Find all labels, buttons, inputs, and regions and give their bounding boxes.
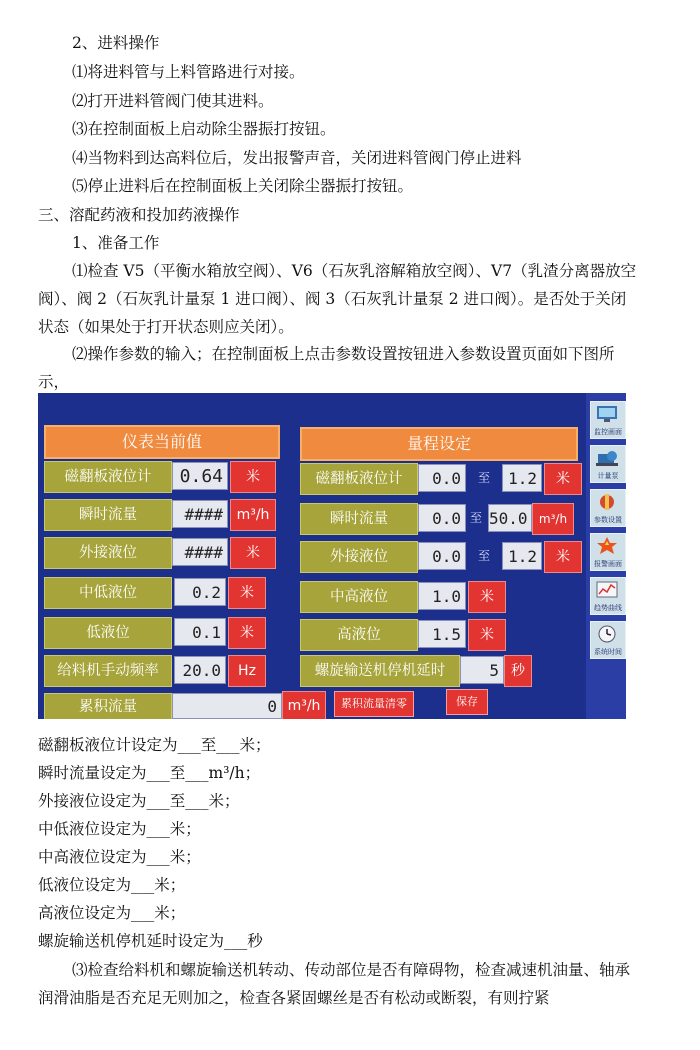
right-unit-screw-delay: 秒 (504, 655, 532, 687)
side-label-trend: 趋势曲线 (594, 604, 622, 612)
question-mid-high: 中高液位设定为___米； (38, 848, 201, 866)
right-label-mid-high: 中高液位 (300, 581, 418, 613)
question-external-level: 外接液位设定为___至___米； (38, 792, 240, 810)
side-label-monitor: 监控画面 (594, 428, 622, 436)
question-screw-delay: 螺旋输送机停机延时设定为___秒 (38, 932, 263, 950)
clock-icon (594, 624, 620, 644)
left-unit-external-level: 米 (230, 537, 276, 569)
right-from-level-gauge[interactable]: 0.0 (418, 464, 466, 492)
right-label-level-gauge: 磁翻板液位计 (300, 463, 418, 495)
side-button-system-time[interactable] (590, 621, 626, 659)
question-level-gauge: 磁翻板液位计设定为___至___米； (38, 736, 271, 754)
right-to-flow: 至 (469, 511, 482, 525)
cumulative-flow-unit: m³/h (282, 691, 326, 719)
trend-chart-icon (594, 580, 620, 600)
step-4: ⑷当物料到达高料位后，发出报警声音，关闭进料管阀门停止进料 (72, 149, 522, 167)
side-label-alarm: 报警画面 (594, 560, 622, 568)
question-high: 高液位设定为___米； (38, 904, 186, 922)
left-value-mid-low[interactable]: 0.2 (174, 578, 226, 606)
step-1: ⑴将进料管与上料管路进行对接。 (72, 63, 305, 81)
prep-heading: 1、准备工作 (72, 234, 160, 252)
left-value-feeder-freq[interactable]: 20.0 (174, 656, 226, 684)
right-unit-mid-high: 米 (468, 581, 506, 613)
left-value-flow[interactable]: #### (172, 500, 228, 528)
side-button-alarm[interactable] (590, 533, 626, 571)
right-value-high[interactable]: 1.5 (418, 620, 466, 648)
left-label-feeder-freq: 给料机手动频率 (44, 655, 172, 687)
left-label-flow: 瞬时流量 (44, 499, 172, 531)
right-label-flow: 瞬时流量 (300, 503, 418, 535)
right-label-screw-delay: 螺旋输送机停机延时 (300, 655, 460, 687)
clear-cumulative-button[interactable]: 累积流量清零 (334, 691, 414, 717)
right-from-flow[interactable]: 0.0 (418, 504, 466, 532)
hmi-parameter-screen (38, 393, 626, 719)
right-label-external-level: 外接液位 (300, 541, 418, 573)
side-button-meter-pump[interactable] (590, 445, 626, 483)
left-value-level-gauge[interactable]: 0.64 (172, 462, 228, 490)
right-unit-external-level: 米 (544, 541, 582, 573)
right-upper-external-level[interactable]: 1.2 (502, 542, 542, 570)
right-value-screw-delay[interactable]: 5 (460, 656, 504, 684)
left-label-external-level: 外接液位 (44, 537, 172, 569)
alarm-icon (594, 536, 620, 556)
pump-icon (594, 448, 620, 468)
cumulative-flow-label: 累积流量 (44, 693, 172, 719)
monitor-icon (594, 404, 620, 424)
right-to-level-gauge: 至 (477, 471, 490, 485)
save-button[interactable]: 保存 (446, 689, 488, 715)
left-value-external-level[interactable]: #### (172, 538, 228, 566)
left-label-level-gauge: 磁翻板液位计 (44, 461, 172, 493)
heading-feed-operation: 2、进料操作 (72, 34, 160, 52)
side-label-system-time: 系统时间 (594, 648, 622, 656)
question-low: 低液位设定为___米； (38, 876, 186, 894)
left-unit-low: 米 (228, 617, 266, 649)
right-unit-high: 米 (468, 619, 506, 651)
left-value-low[interactable]: 0.1 (174, 618, 226, 646)
right-unit-flow: m³/h (532, 503, 574, 535)
check-valves-paragraph: ⑴检查 V5（平衡水箱放空阀）、V6（石灰乳溶解箱放空阀）、V7（乳渣分离器放空阀）、阀 2（石灰乳计量泵 1 进口阀）、阀 3（石灰乳计量泵 2 进口阀）。是否处于关闭状态（如果处于打开状态则应关闭）。 (38, 262, 637, 336)
range-settings-header: 量程设定 (300, 427, 578, 461)
side-button-monitor[interactable] (590, 401, 626, 439)
side-label-meter-pump: 计量泵 (597, 472, 619, 480)
side-label-params: 参数设置 (594, 516, 622, 524)
left-unit-level-gauge: 米 (230, 461, 276, 493)
step-2: ⑵打开进料管阀门使其进料。 (72, 92, 274, 110)
step-5: ⑸停止进料后在控制面板上关闭除尘器振打按钮。 (72, 177, 414, 195)
cumulative-flow-value: 0 (172, 693, 282, 719)
right-label-high: 高液位 (300, 619, 418, 651)
section-3-heading: 三、溶配药液和投加药液操作 (38, 206, 240, 224)
left-unit-feeder-freq: Hz (228, 655, 266, 687)
right-to-external-level: 至 (477, 549, 490, 563)
left-unit-mid-low: 米 (228, 577, 266, 609)
wrench-icon (594, 492, 620, 512)
right-value-mid-high[interactable]: 1.0 (418, 582, 466, 610)
left-label-mid-low: 中低液位 (44, 577, 172, 609)
side-button-trend[interactable] (590, 577, 626, 615)
step-3: ⑶在控制面板上启动除尘器振打按钮。 (72, 120, 336, 138)
left-unit-flow: m³/h (230, 499, 276, 531)
question-mid-low: 中低液位设定为___米； (38, 820, 201, 838)
right-from-external-level[interactable]: 0.0 (418, 542, 466, 570)
current-values-header: 仪表当前值 (44, 425, 280, 459)
question-flow: 瞬时流量设定为___至___m³/h； (38, 764, 261, 782)
param-input-paragraph: ⑵操作参数的输入；在控制面板上点击参数设置按钮进入参数设置页面如下图所示， (38, 345, 615, 391)
inspection-paragraph: ⑶检查给料机和螺旋输送机转动、传动部位是否有障碍物，检查减速机油量、轴承润滑油脂是否充足无则加之，检查各紧固螺丝是否有松动或断裂，有则拧紧 (38, 961, 631, 1007)
side-button-params[interactable] (590, 489, 626, 527)
left-label-low: 低液位 (44, 617, 172, 649)
right-unit-level-gauge: 米 (544, 463, 582, 495)
right-upper-level-gauge[interactable]: 1.2 (502, 464, 542, 492)
right-upper-flow[interactable]: 50.0 (488, 504, 532, 532)
hmi-main-area (38, 393, 586, 719)
